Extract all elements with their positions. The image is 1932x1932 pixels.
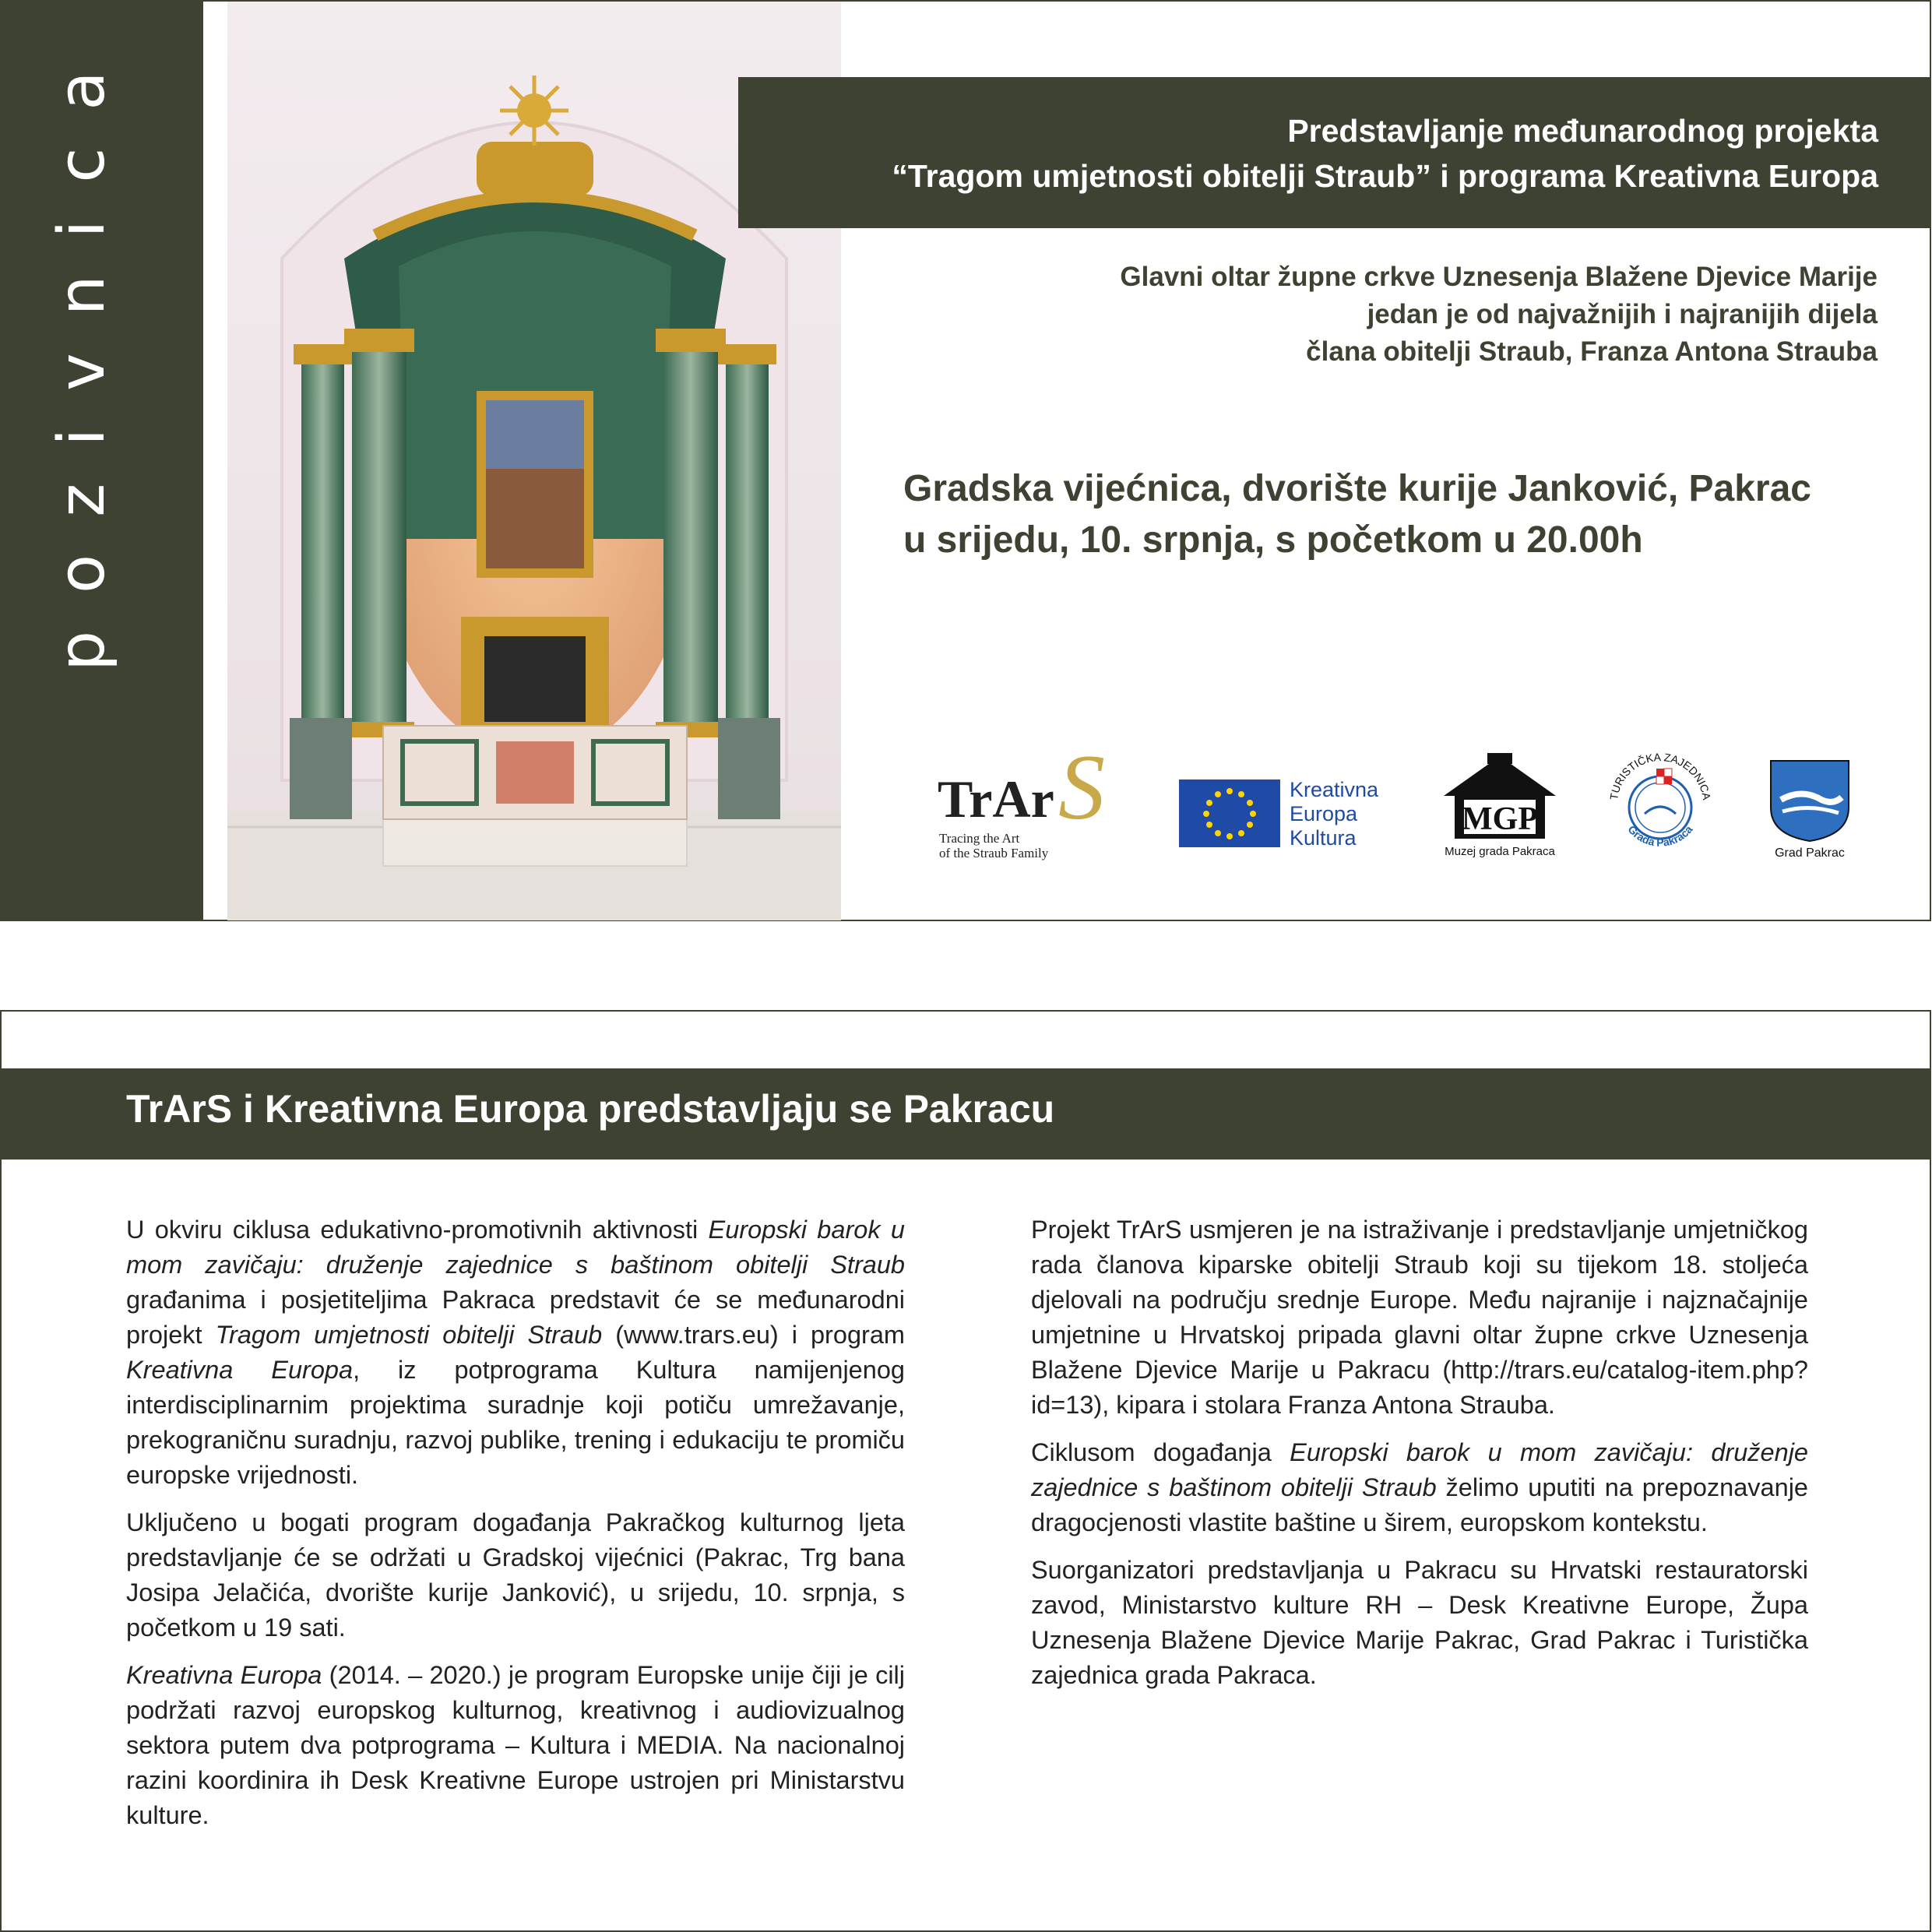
trars-logo-s: S (1058, 735, 1105, 839)
eu-flag-icon (1179, 779, 1280, 847)
italic-run: Europski barok u mom zavičaju: druženje zajednice s baštinom obitelji Straub (126, 1216, 905, 1279)
back-heading: TrArS i Kreativna Europa predstavljaju se Pakracu (2, 1068, 1930, 1160)
invitation-front (0, 0, 1931, 921)
museum-caption: Muzej grada Pakraca (1445, 845, 1555, 858)
left-paragraph-2: Uključeno u bogati program događanja Pakračkog kulturnog ljeta predstavljanje će se održati u Gradskoj vijećnici (Pakrac, Trg bana Josipa Jelačića, dvorište kurije Janković), u srijedu, 10. srpnja, s početkom u 19 sati. (126, 1508, 905, 1642)
left-paragraph-3 (126, 1658, 905, 1833)
lead-text (1120, 259, 1877, 371)
text-run: (www.trars.eu) i program (602, 1321, 905, 1349)
text-run: , iz potprograma Kultura namijenjenog interdisciplinarnim projektima suradnje koji potiču umrežavanje, prekograničnu suradnju, razvoj publike, trening i edukaciju te promiču europske vrijednosti. (126, 1356, 905, 1489)
invitation-back (0, 1010, 1931, 1932)
venue-info (903, 463, 1811, 566)
lead-line-1: Glavni oltar župne crkve Uznesenja Blažene Djevice Marije (1120, 262, 1877, 292)
museum-mark-icon (1436, 753, 1564, 843)
side-strip (2, 2, 203, 920)
tourist-board-logo (1602, 745, 1719, 862)
museum-mark-text: MGP (1462, 801, 1538, 837)
lead-line-2: jedan je od najvažnijih i najranijih dijela (1367, 299, 1877, 329)
italic-run: Tragom umjetnosti obitelji Straub (215, 1321, 603, 1349)
trars-sub-line-1: Tracing the Art (939, 831, 1020, 846)
trars-sub-line-2: of the Straub Family (939, 846, 1049, 860)
eu-line-3: Kultura (1290, 826, 1357, 850)
trars-logo-word: TrAr (938, 769, 1054, 829)
text-run: U okviru ciklusa edukativno-promotivnih aktivnosti (126, 1216, 709, 1244)
svg-text:Grada Pakraca (1625, 823, 1694, 849)
trars-logo (938, 737, 1148, 862)
right-paragraph-2 (1031, 1435, 1808, 1540)
town-caption: Grad Pakrac (1775, 846, 1845, 860)
creative-europe-text (1290, 778, 1378, 850)
invitation-label: pozivnica (45, 33, 119, 671)
text-run: Ciklusom događanja (1031, 1438, 1290, 1466)
venue-line-2: u srijedu, 10. srpnja, s početkom u 20.00h (903, 519, 1643, 561)
tourist-board-top-text: TURISTIČKA ZAJEDNICA (1607, 750, 1713, 801)
right-column (1031, 1212, 1808, 1705)
creative-europe-logo (1179, 778, 1379, 850)
eu-line-2: Europa (1290, 802, 1358, 825)
text-run: želimo uputiti na prepoznavanje dragocjenosti vlastite baštine u širem, europskom kontekstu. (1031, 1473, 1809, 1536)
text-run: (2014. – 2020.) je program Europske unije čiji je cilj podržati razvoj europskog kulturnog, kreativnog i audiovizualnog sektora putem dva potprograma – Kultura i MEDIA. Na nacionalnoj razini koordinira ih Desk Kreativne Europe ustrojen pri Ministarstvu kulture. (126, 1661, 905, 1829)
title-line-2: “Tragom umjetnosti obitelji Straub” i programa Kreativna Europa (892, 158, 1878, 194)
coat-of-arms-icon (1767, 757, 1853, 843)
left-paragraph-1 (126, 1212, 905, 1493)
left-column (126, 1212, 905, 1846)
museum-logo (1436, 753, 1564, 862)
italic-run: Kreativna Europa (126, 1356, 354, 1384)
title-banner (738, 77, 1930, 228)
right-paragraph-3: Suorganizatori predstavljanja u Pakracu su Hrvatski restauratorski zavod, Ministarstvo kulture RH – Desk Kreativne Europe, Župa Uznesenja Blažene Djevice Marije Pakrac, Grad Pakrac i Turistička zajednica grada Pakraca. (1031, 1556, 1808, 1689)
italic-run: Europski barok u mom zavičaju: druženje zajednice s baštinom obitelji Straub (1031, 1438, 1808, 1501)
title-line-1: Predstavljanje međunarodnog projekta (1287, 113, 1878, 149)
italic-run: Kreativna Europa (126, 1661, 322, 1689)
text-run: građanima i posjetiteljima Pakraca predstavit će se međunarodni projekt (126, 1286, 905, 1349)
town-logo (1767, 757, 1853, 858)
tourist-board-bottom-text: Grada Pakraca (1625, 822, 1695, 849)
eu-line-1: Kreativna (1290, 778, 1379, 801)
trars-logo-subtitle (939, 831, 1048, 860)
venue-line-1: Gradska vijećnica, dvorište kurije Janković, Pakrac (903, 468, 1811, 509)
right-paragraph-1: Projekt TrArS usmjeren je na istraživanje i predstavljanje umjetničkog rada članova kiparske obitelji Straub koji su tijekom 18. stoljeća djelovali na području srednje Europe. Među najranije i najznačajnije umjetnine u Hrvatskoj pripada glavni oltar župne crkve Uznesenja Blažene Djevice Marije u Pakracu (http://trars.eu/catalog-item.php?id=13), kipara i stolara Franza Antona Strauba. (1031, 1216, 1808, 1419)
lead-line-3: člana obitelji Straub, Franza Antona Strauba (1306, 336, 1877, 367)
